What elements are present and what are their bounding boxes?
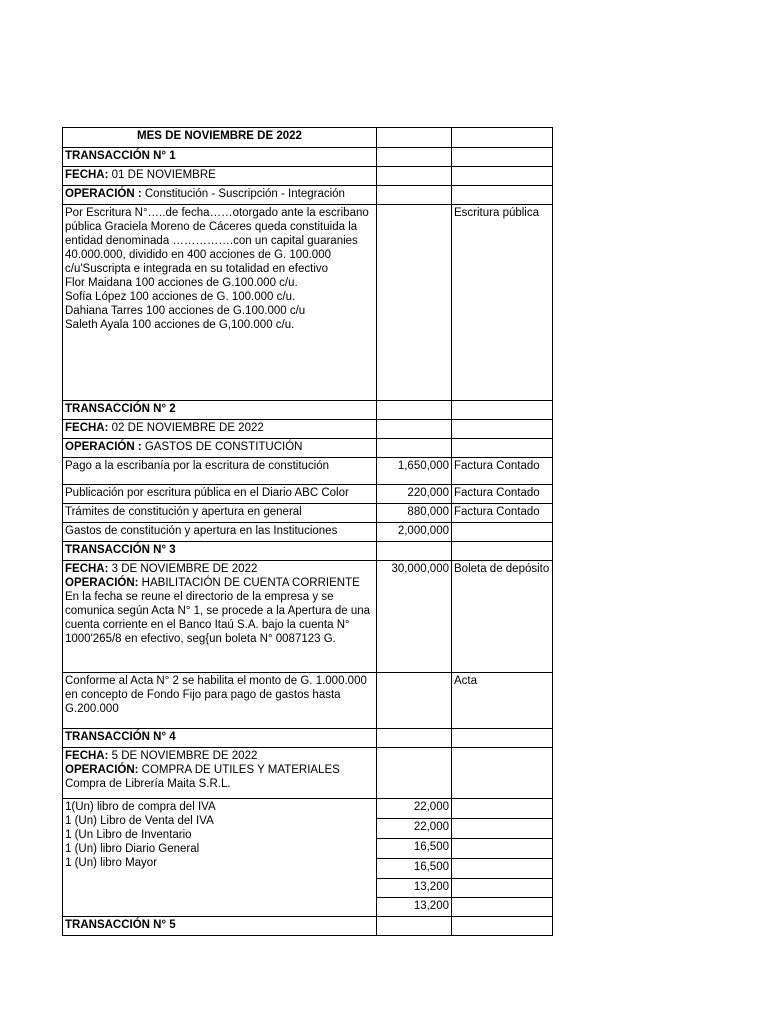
line-description: Trámites de constitución y apertura en general <box>63 504 377 523</box>
t2-heading: TRANSACCIÓN N° 2 <box>63 401 377 420</box>
t5-heading: TRANSACCIÓN N° 5 <box>63 917 377 936</box>
table-row <box>63 799 553 819</box>
fecha-value: 3 DE NOVIEMBRE DE 2022 <box>108 563 258 575</box>
line-amount: 880,000 <box>377 504 452 523</box>
line-document: Factura Contado <box>452 504 553 523</box>
t1-body: Por Escritura N°…..de fecha……otorgado ante la escribano pública Graciela Moreno de Cáceres queda constituida la entidad denominada …………….con un capital guaranies 40.000.000, dividido en 400 acciones de G. 100.000 c/u'Suscripta e integrada en su totalidad en efectivo Flor Maidana 100 acciones de G.100.000 c/u. Sofía López 100 acciones de G. 100.000 c/u. Dahiana Tarres 100 acciones de G.100.000 c/u Saleth Ayala 100 acciones de G,100.000 c/u. <box>63 205 377 401</box>
table-row <box>63 504 553 523</box>
t2-heading-row <box>63 401 553 420</box>
empty-cell <box>377 420 452 439</box>
t1-operation-row <box>63 186 553 205</box>
fecha-value: 02 DE NOVIEMBRE DE 2022 <box>108 422 264 434</box>
operation-label: OPERACIÓN: <box>65 577 139 589</box>
t3-body-row <box>63 561 553 673</box>
empty-cell <box>452 542 553 561</box>
t2-fecha <box>63 420 377 439</box>
line-amount: 16,500 <box>377 839 452 859</box>
line-amount: 220,000 <box>377 485 452 504</box>
operation-value: GASTOS DE CONSTITUCIÓN <box>141 441 303 453</box>
t2-fecha-row <box>63 420 553 439</box>
t3-heading: TRANSACCIÓN N° 3 <box>63 542 377 561</box>
t4-heading-row <box>63 729 553 748</box>
empty-cell <box>377 673 452 729</box>
empty-cell <box>452 859 553 879</box>
t4-items: 1(Un) libro de compra del IVA 1 (Un) Libro de Venta del IVA 1 (Un Libro de Inventario 1 (Un) libro Diario General 1 (Un) libro Mayor <box>63 799 377 917</box>
t1-operation <box>63 186 377 205</box>
line-amount: 22,000 <box>377 799 452 819</box>
line-amount: 2,000,000 <box>377 523 452 542</box>
empty-cell <box>377 186 452 205</box>
t2-operation <box>63 439 377 458</box>
t3-amount: 30,000,000 <box>377 561 452 673</box>
empty-cell <box>377 439 452 458</box>
t2-operation-row <box>63 439 553 458</box>
t1-document: Escritura pública <box>452 205 553 401</box>
line-document: Factura Contado <box>452 458 553 485</box>
operation-label: OPERACIÓN : <box>65 441 142 453</box>
t1-fecha-row <box>63 167 553 186</box>
empty-cell <box>452 799 553 819</box>
empty-cell <box>377 917 452 936</box>
fecha-value: 01 DE NOVIEMBRE <box>108 169 216 181</box>
empty-cell <box>452 128 553 148</box>
fecha-label: FECHA: <box>65 169 109 181</box>
empty-cell <box>452 748 553 799</box>
t3-heading-row <box>63 542 553 561</box>
operation-value: Constitución - Suscripción - Integración <box>141 188 345 200</box>
empty-cell <box>452 879 553 898</box>
t3-body <box>63 561 377 673</box>
t1-heading: TRANSACCIÓN N° 1 <box>63 148 377 167</box>
line-description: Publicación por escritura pública en el Diario ABC Color <box>63 485 377 504</box>
empty-cell <box>377 167 452 186</box>
operation-value: HABILITACIÓN DE CUENTA CORRIENTE En la fecha se reune el directorio de la empresa y se comunica según Acta N° 1, se procede a la Apertura de una cuenta corriente en el Banco Itaú S.A. bajo la cuenta N° 1000'265/8 en efectivo, seg{un boleta N° 0087123 G. <box>65 577 371 645</box>
t1-body-row <box>63 205 553 401</box>
t4-heading: TRANSACCIÓN N° 4 <box>63 729 377 748</box>
journal-table <box>62 127 553 936</box>
empty-cell <box>377 205 452 401</box>
fecha-value: 5 DE NOVIEMBRE DE 2022 <box>108 750 258 762</box>
empty-cell <box>452 898 553 917</box>
empty-cell <box>452 420 553 439</box>
operation-value: COMPRA DE UTILES Y MATERIALES <box>138 764 340 776</box>
title-row <box>63 128 553 148</box>
line-amount: 13,200 <box>377 879 452 898</box>
table-row <box>63 523 553 542</box>
supplier-line: Compra de Librería Maita S.R.L. <box>65 778 231 790</box>
empty-cell <box>377 729 452 748</box>
line-document <box>452 523 553 542</box>
empty-cell <box>452 186 553 205</box>
month-title: MES DE NOVIEMBRE DE 2022 <box>63 128 377 148</box>
line-amount: 1,650,000 <box>377 458 452 485</box>
t3-acta-document: Acta <box>452 673 553 729</box>
empty-cell <box>377 542 452 561</box>
operation-label: OPERACIÓN : <box>65 188 142 200</box>
table-row <box>63 485 553 504</box>
t4-header-row <box>63 748 553 799</box>
t5-heading-row <box>63 917 553 936</box>
t1-fecha <box>63 167 377 186</box>
line-amount: 13,200 <box>377 898 452 917</box>
line-amount: 22,000 <box>377 819 452 839</box>
fecha-label: FECHA: <box>65 750 109 762</box>
empty-cell <box>377 401 452 420</box>
empty-cell <box>452 839 553 859</box>
empty-cell <box>377 748 452 799</box>
t3-document: Boleta de depósito <box>452 561 553 673</box>
line-description: Pago a la escribanía por la escritura de constitución <box>63 458 377 485</box>
empty-cell <box>377 148 452 167</box>
line-amount: 16,500 <box>377 859 452 879</box>
empty-cell <box>452 401 553 420</box>
empty-cell <box>452 819 553 839</box>
fecha-label: FECHA: <box>65 563 109 575</box>
t3-acta-row <box>63 673 553 729</box>
operation-label: OPERACIÓN: <box>65 764 139 776</box>
t3-acta-text: Conforme al Acta N° 2 se habilita el monto de G. 1.000.000 en concepto de Fondo Fijo para pago de gastos hasta G.200.000 <box>63 673 377 729</box>
empty-cell <box>452 167 553 186</box>
fecha-label: FECHA: <box>65 422 109 434</box>
empty-cell <box>452 439 553 458</box>
line-description: Gastos de constitución y apertura en las Instituciones <box>63 523 377 542</box>
t4-header <box>63 748 377 799</box>
empty-cell <box>452 917 553 936</box>
t1-heading-row <box>63 148 553 167</box>
empty-cell <box>452 148 553 167</box>
line-document: Factura Contado <box>452 485 553 504</box>
empty-cell <box>377 128 452 148</box>
table-row <box>63 458 553 485</box>
empty-cell <box>452 729 553 748</box>
